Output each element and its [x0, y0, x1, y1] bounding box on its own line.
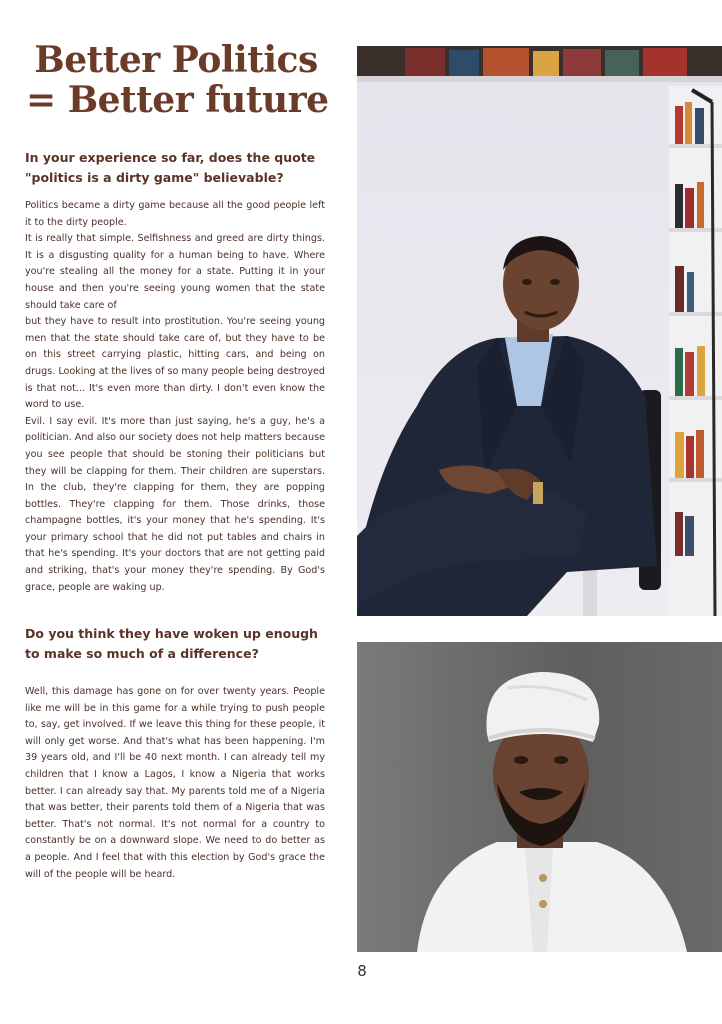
- title-line-1: Better Politics: [34, 39, 318, 81]
- answer-1-paragraph: but they have to result into prostitution. You're seeing young men that the state should take care of, but they have to be on this street carrying plastic, hitting cars, and being on drugs. Looking at the lives of so many people being destroyed is that not... It's even more than dirty. I don't even know the word to use.: [25, 316, 325, 411]
- answer-1-paragraph: It is really that simple. Selfishness and greed are dirty things. It is a disgusting quality for a human being to have. Where you're stealing all the money for a state. Putting it in your house and then you're seeing young women that the state should take care of: [25, 233, 325, 311]
- page-number: 8: [357, 962, 367, 980]
- title-line-2: = Better future: [26, 79, 329, 121]
- portrait-photo-cap: [357, 642, 722, 952]
- interview-answer-1: [25, 198, 325, 596]
- answer-1-paragraph: Politics became a dirty game because all the good people left it to the dirty people.: [25, 200, 325, 228]
- interview-question-1: In your experience so far, does the quote "politics is a dirty game" believable?: [25, 150, 316, 185]
- portrait-cap-illustration: [357, 642, 722, 952]
- portrait-seated-illustration: [357, 46, 722, 616]
- portrait-photo-seated: [357, 46, 722, 616]
- interview-answer-2: [25, 684, 325, 883]
- answer-1-paragraph: Evil. I say evil. It's more than just saying, he's a guy, he's a politician. And also our society does not help matters because you see people that should be stoning their politicians but they will be clapping for them. Their children are superstars. In the club, they're clapping for them, they are popping bottles. They're clapping for them. Those drinks, those champagne bottles, it's your money that he's spending. It's your primary school that he did not put tables and chairs in that he's spending. It's your doctors that are not getting paid and striking, that's your money they're spending. By God's grace, people are waking up.: [25, 415, 325, 593]
- interview-question-2: Do you think they have woken up enough to make so much of a difference?: [25, 626, 318, 661]
- answer-2-paragraph: Well, this damage has gone on for over twenty years. People like me will be in this game for a while trying to push people to, say, get involved. If we leave this thing for these people, it will only get worse. And that's what has been happening. I'm 39 years old, and I'll be 40 next month. I can already tell my children that I know a Lagos, I know a Nigeria that works better. I can already say that. My parents told me of a Nigeria that was better, their parents told them of a Nigeria that was better. That's not normal. It's not normal for a country to constantly be on a downward slope. We need to do better as a people. And I feel that with this election by God's grace the will of the people will be heard.: [25, 686, 325, 880]
- article-title: [26, 39, 329, 121]
